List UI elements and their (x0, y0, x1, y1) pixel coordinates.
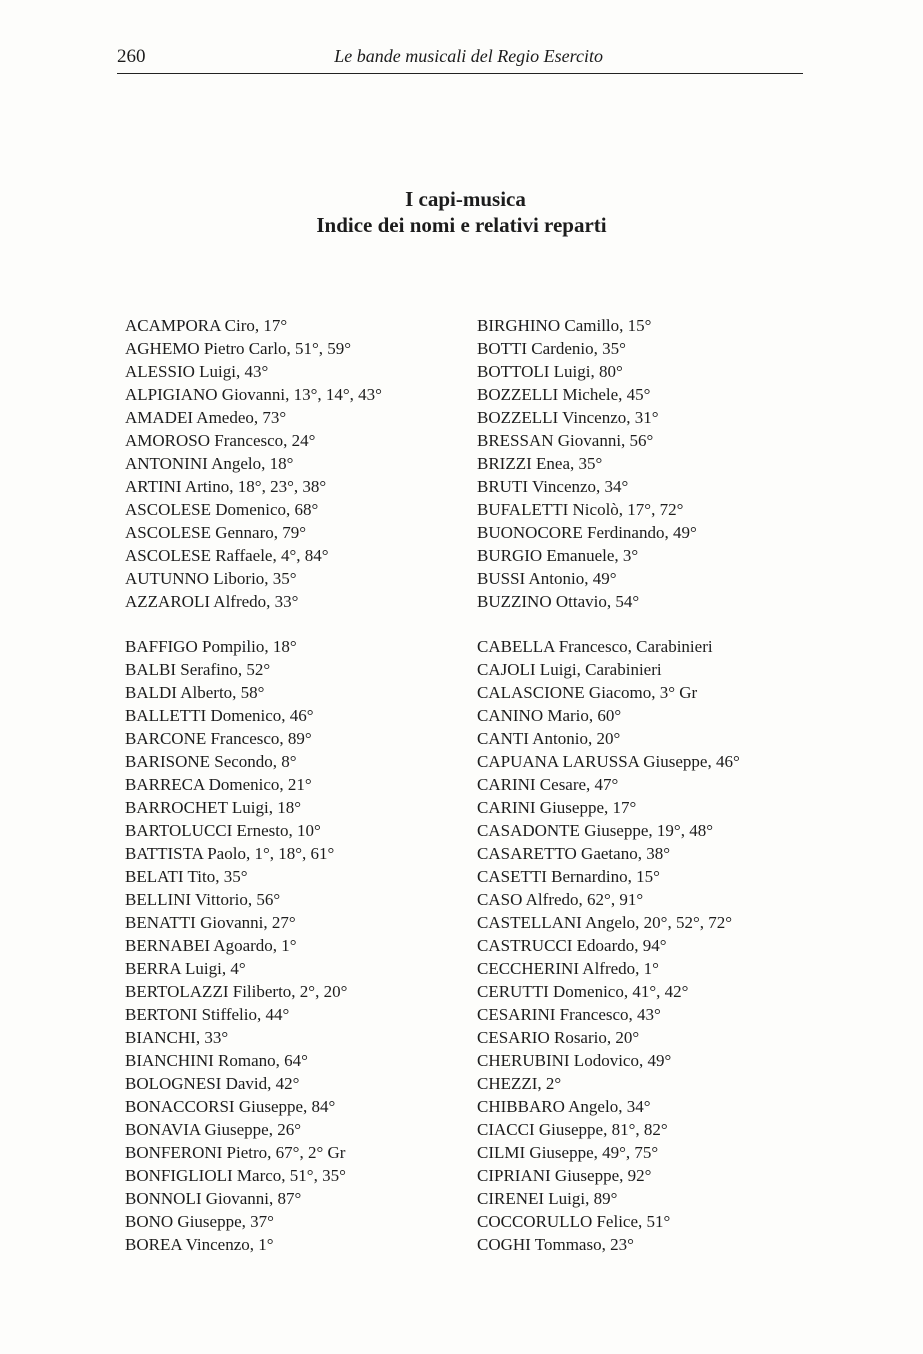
index-entry: CIRENEI Luigi, 89° (477, 1189, 618, 1208)
index-entry: BOZZELLI Vincenzo, 31° (477, 408, 659, 427)
index-entry: BONFIGLIOLI Marco, 51°, 35° (125, 1166, 346, 1185)
index-entry: BALBI Serafino, 52° (125, 660, 271, 679)
index-entry: ANTONINI Angelo, 18° (125, 454, 294, 473)
title-line-2: Indice dei nomi e relativi reparti (316, 213, 607, 237)
index-entry: AMADEI Amedeo, 73° (125, 408, 287, 427)
index-entry: CERUTTI Domenico, 41°, 42° (477, 982, 689, 1001)
page-header (117, 46, 803, 74)
index-entry: BAFFIGO Pompilio, 18° (125, 637, 297, 656)
index-entry: COCCORULLO Felice, 51° (477, 1212, 671, 1231)
index-entry: AZZAROLI Alfredo, 33° (125, 592, 299, 611)
right-column (477, 314, 740, 1256)
index-entry: BELATI Tito, 35° (125, 867, 248, 886)
index-entry: BUZZINO Ottavio, 54° (477, 592, 640, 611)
index-entry: CASTELLANI Angelo, 20°, 52°, 72° (477, 913, 733, 932)
left-column (125, 314, 382, 1256)
index-entry: ASCOLESE Domenico, 68° (125, 500, 319, 519)
index-entry: BERNABEI Agoardo, 1° (125, 936, 297, 955)
index-entry: BUFALETTI Nicolò, 17°, 72° (477, 500, 684, 519)
index-entry: CAJOLI Luigi, Carabinieri (477, 660, 662, 679)
index-entry: AUTUNNO Liborio, 35° (125, 569, 297, 588)
index-entry: CANTI Antonio, 20° (477, 729, 621, 748)
index-entry: BARCONE Francesco, 89° (125, 729, 312, 748)
index-entry: ALESSIO Luigi, 43° (125, 362, 269, 381)
index-entry: ALPIGIANO Giovanni, 13°, 14°, 43° (125, 385, 382, 404)
index-entry: CABELLA Francesco, Carabinieri (477, 637, 713, 656)
index-entry: CARINI Giuseppe, 17° (477, 798, 637, 817)
index-entry: BARTOLUCCI Ernesto, 10° (125, 821, 321, 840)
index-entry: CALASCIONE Giacomo, 3° Gr (477, 683, 698, 702)
index-entry: CHEZZI, 2° (477, 1074, 562, 1093)
index-entry: CASADONTE Giuseppe, 19°, 48° (477, 821, 713, 840)
index-entry: BONAVIA Giuseppe, 26° (125, 1120, 302, 1139)
index-entry: CILMI Giuseppe, 49°, 75° (477, 1143, 659, 1162)
index-entry: CIPRIANI Giuseppe, 92° (477, 1166, 652, 1185)
index-entry: BOLOGNESI David, 42° (125, 1074, 300, 1093)
index-entry: CIACCI Giuseppe, 81°, 82° (477, 1120, 668, 1139)
index-entry: BERRA Luigi, 4° (125, 959, 246, 978)
index-entry: ARTINI Artino, 18°, 23°, 38° (125, 477, 327, 496)
section-title (0, 186, 923, 238)
index-entry: CESARIO Rosario, 20° (477, 1028, 640, 1047)
index-entry: BONNOLI Giovanni, 87° (125, 1189, 302, 1208)
index-entry: CESARINI Francesco, 43° (477, 1005, 661, 1024)
index-entry: CASTRUCCI Edoardo, 94° (477, 936, 667, 955)
index-entry: BOZZELLI Michele, 45° (477, 385, 651, 404)
index-entry: BURGIO Emanuele, 3° (477, 546, 639, 565)
group-spacer (477, 613, 740, 635)
index-entry: BENATTI Giovanni, 27° (125, 913, 296, 932)
index-entry: CASETTI Bernardino, 15° (477, 867, 660, 886)
index-entry: BERTONI Stiffelio, 44° (125, 1005, 290, 1024)
index-entry: CARINI Cesare, 47° (477, 775, 619, 794)
index-entry: ACAMPORA Ciro, 17° (125, 316, 288, 335)
index-entry: BOTTI Cardenio, 35° (477, 339, 626, 358)
index-entry: BARISONE Secondo, 8° (125, 752, 297, 771)
index-entry: CHIBBARO Angelo, 34° (477, 1097, 651, 1116)
running-title: Le bande musicali del Regio Esercito (334, 46, 603, 66)
title-line-1: I capi-musica (405, 187, 526, 211)
index-entry: BONFERONI Pietro, 67°, 2° Gr (125, 1143, 346, 1162)
header-rule (117, 73, 803, 74)
index-entry: CASO Alfredo, 62°, 91° (477, 890, 644, 909)
index-entry: BOREA Vincenzo, 1° (125, 1235, 274, 1254)
index-entry: BIRGHINO Camillo, 15° (477, 316, 652, 335)
index-entry: BALDI Alberto, 58° (125, 683, 265, 702)
index-entry: BARROCHET Luigi, 18° (125, 798, 302, 817)
index-entry: AGHEMO Pietro Carlo, 51°, 59° (125, 339, 352, 358)
index-entry: BARRECA Domenico, 21° (125, 775, 312, 794)
index-entry: CHERUBINI Lodovico, 49° (477, 1051, 672, 1070)
index-entry: CASARETTO Gaetano, 38° (477, 844, 670, 863)
index-entry: BRUTI Vincenzo, 34° (477, 477, 629, 496)
index-entry: BERTOLAZZI Filiberto, 2°, 20° (125, 982, 348, 1001)
index-entry: BONO Giuseppe, 37° (125, 1212, 274, 1231)
index-entry: BELLINI Vittorio, 56° (125, 890, 281, 909)
index-entry: BRIZZI Enea, 35° (477, 454, 603, 473)
index-entry: AMOROSO Francesco, 24° (125, 431, 316, 450)
index-entry: BRESSAN Giovanni, 56° (477, 431, 654, 450)
index-entry: COGHI Tommaso, 23° (477, 1235, 634, 1254)
index-entry: BIANCHINI Romano, 64° (125, 1051, 308, 1070)
index-entry: BUSSI Antonio, 49° (477, 569, 617, 588)
index-entry: BUONOCORE Ferdinando, 49° (477, 523, 697, 542)
index-entry: CAPUANA LARUSSA Giuseppe, 46° (477, 752, 740, 771)
index-entry: BALLETTI Domenico, 46° (125, 706, 314, 725)
index-entry: BONACCORSI Giuseppe, 84° (125, 1097, 336, 1116)
index-entry: ASCOLESE Gennaro, 79° (125, 523, 307, 542)
index-entry: BATTISTA Paolo, 1°, 18°, 61° (125, 844, 335, 863)
index-entry: CANINO Mario, 60° (477, 706, 622, 725)
index-entry: ASCOLESE Raffaele, 4°, 84° (125, 546, 329, 565)
index-entry: BOTTOLI Luigi, 80° (477, 362, 623, 381)
group-spacer (125, 613, 382, 635)
index-entry: BIANCHI, 33° (125, 1028, 229, 1047)
index-entry: CECCHERINI Alfredo, 1° (477, 959, 659, 978)
page-number: 260 (117, 46, 146, 67)
